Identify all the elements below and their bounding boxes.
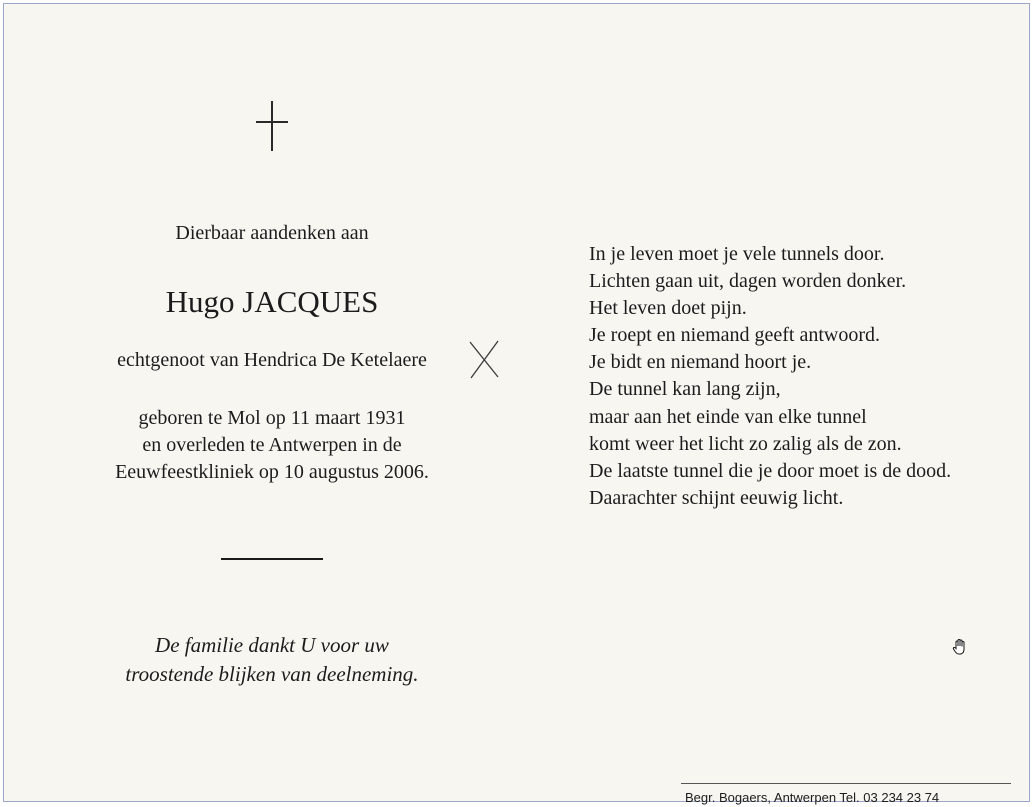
thanks-text (66, 631, 478, 689)
death-line: en overleden te Antwerpen in de (142, 434, 402, 456)
thanks-line: De familie dankt U voor uw (155, 633, 389, 657)
poem-line: In je leven moet je vele tunnels door. (589, 243, 885, 265)
cross-icon (256, 101, 288, 151)
poem (589, 241, 1019, 512)
death-place-line: Eeuwfeestkliniek op 10 augustus 2006. (115, 461, 429, 483)
poem-line: komt weer het licht zo zalig als de zon. (589, 432, 902, 455)
poem-line: Je bidt en niemand hoort je. (589, 351, 812, 374)
divider (221, 558, 323, 560)
deceased-name: Hugo JACQUES (165, 284, 379, 319)
x-mark-icon (467, 338, 501, 380)
birth-line: geboren te Mol op 11 maart 1931 (138, 407, 406, 429)
poem-line: Je roept en niemand geeft antwoord. (589, 324, 881, 347)
poem-line: De tunnel kan lang zijn, (589, 378, 781, 401)
life-details (66, 405, 478, 486)
spouse-line: echtgenoot van Hendrica De Ketelaere (117, 349, 427, 371)
poem-line: De laatste tunnel die je door moet is de dood. (589, 459, 952, 482)
intro-text: Dierbaar aandenken aan (175, 222, 369, 244)
poem-line: maar aan het einde van elke tunnel (589, 405, 867, 428)
footer-rule (681, 783, 1011, 784)
funeral-home-credit: Begr. Bogaers, Antwerpen Tel. 03 234 23 74 (685, 790, 940, 805)
poem-line: Daarachter schijnt eeuwig licht. (589, 486, 844, 509)
poem-line: Het leven doet pijn. (589, 297, 747, 320)
hand-cursor-icon (950, 637, 970, 657)
memorial-card (3, 3, 1030, 805)
poem-line: Lichten gaan uit, dagen worden donker. (589, 270, 907, 293)
thanks-line: troostende blijken van deelneming. (125, 662, 419, 686)
